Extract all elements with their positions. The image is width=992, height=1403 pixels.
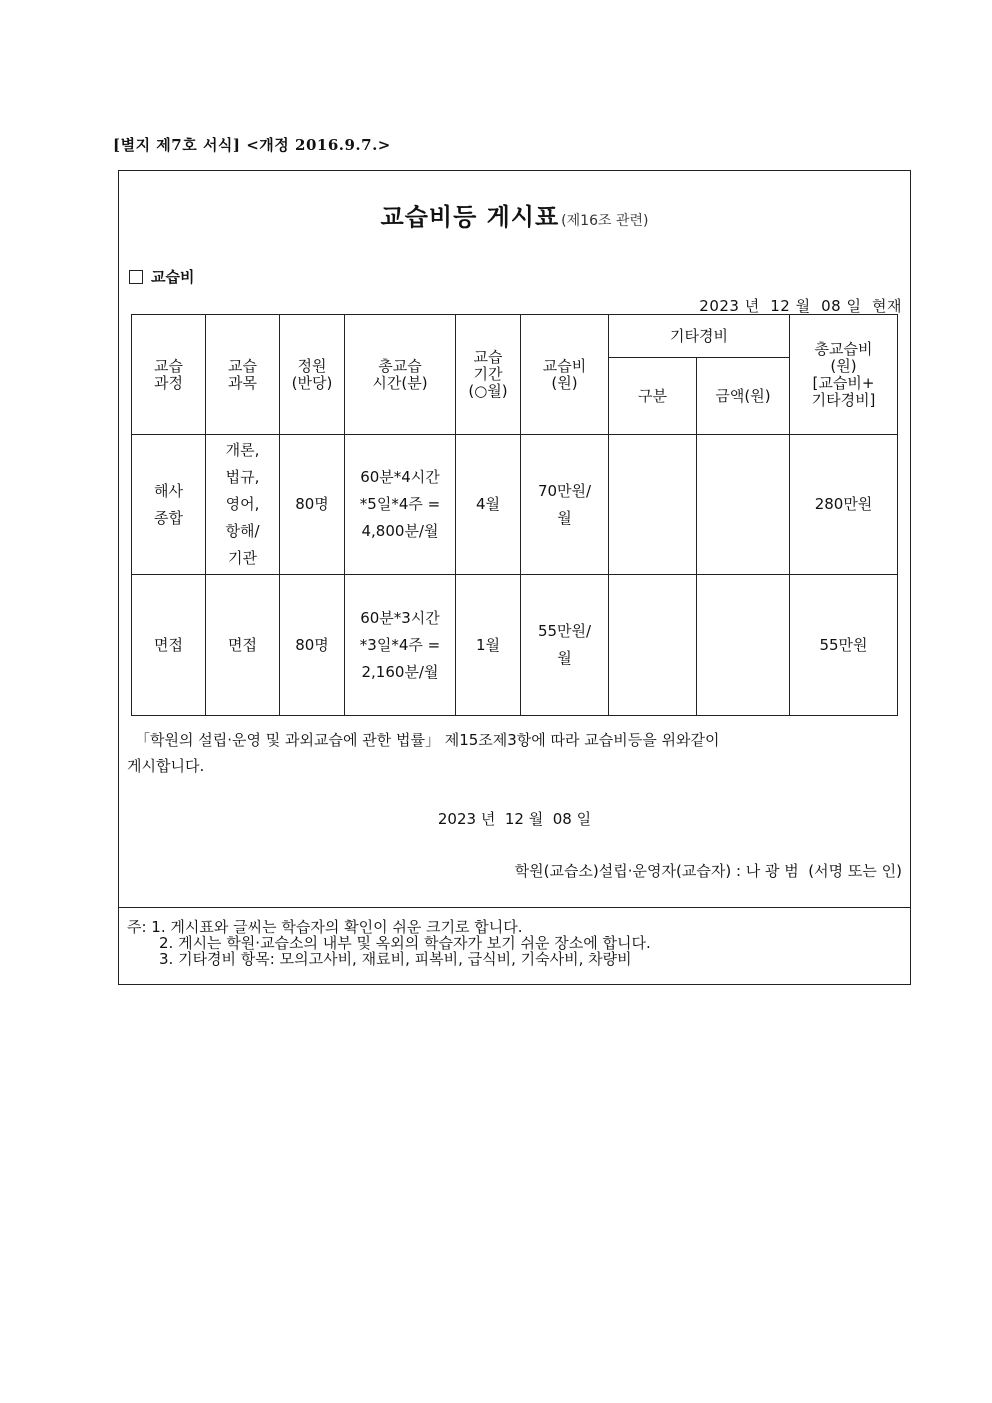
cell-total-fee: 280만원 bbox=[790, 435, 898, 575]
title-sub: (제16조 관련) bbox=[561, 213, 649, 229]
document-title bbox=[119, 197, 910, 232]
cell-period: 1월 bbox=[456, 575, 521, 716]
cell-total-fee: 55만원 bbox=[790, 575, 898, 716]
cell-amount bbox=[697, 435, 790, 575]
checkbox-icon bbox=[129, 270, 143, 284]
header-amount: 금액(원) bbox=[697, 358, 790, 435]
cell-tuition: 55만원/ 월 bbox=[521, 575, 609, 716]
cell-tuition: 70만원/ 월 bbox=[521, 435, 609, 575]
cell-category bbox=[609, 435, 697, 575]
header-category: 구분 bbox=[609, 358, 697, 435]
header-other-expenses: 기타경비 bbox=[609, 315, 790, 358]
footnotes bbox=[127, 919, 651, 967]
notice-line-2: 게시합니다. bbox=[127, 757, 205, 775]
footnote-2: 2. 게시는 학원·교습소의 내부 및 옥외의 학습자가 보기 쉬운 장소에 합니다. bbox=[159, 934, 651, 952]
cell-total-time: 60분*4시간 *5일*4주 = 4,800분/월 bbox=[345, 435, 456, 575]
section-heading bbox=[129, 266, 194, 287]
cell-capacity: 80명 bbox=[280, 435, 345, 575]
notice-board-frame bbox=[118, 170, 911, 985]
cell-course: 면접 bbox=[132, 575, 206, 716]
notice-line-1: 「학원의 설립·운영 및 과외교습에 관한 법률」 제15조제3항에 따라 교습비등을 위와같이 bbox=[135, 731, 720, 749]
cell-course: 해사 종합 bbox=[132, 435, 206, 575]
cell-period: 4월 bbox=[456, 435, 521, 575]
header-course: 교습 과정 bbox=[132, 315, 206, 435]
cell-subject: 개론, 법규, 영어, 항해/ 기관 bbox=[206, 435, 280, 575]
cell-category bbox=[609, 575, 697, 716]
form-number: [별지 제7호 서식] <개정 2016.9.7.> bbox=[113, 136, 391, 154]
table-row bbox=[132, 435, 898, 575]
as-of-date: 2023 년 12 월 08 일 현재 bbox=[699, 297, 902, 315]
header-capacity: 정원 (반당) bbox=[280, 315, 345, 435]
legal-notice bbox=[127, 727, 847, 779]
tuition-table bbox=[131, 314, 898, 716]
header-subject: 교습 과목 bbox=[206, 315, 280, 435]
header-total-fee: 총교습비 (원) [교습비+ 기타경비] bbox=[790, 315, 898, 435]
header-tuition: 교습비 (원) bbox=[521, 315, 609, 435]
footnote-1: 주: 1. 게시표와 글씨는 학습자의 확인이 쉬운 크기로 합니다. bbox=[127, 918, 523, 936]
cell-capacity: 80명 bbox=[280, 575, 345, 716]
cell-subject: 면접 bbox=[206, 575, 280, 716]
footnote-3: 3. 기타경비 항목: 모의고사비, 재료비, 피복비, 급식비, 기숙사비, 차량비 bbox=[159, 950, 632, 968]
title-main: 교습비등 게시표 bbox=[380, 203, 560, 231]
header-period: 교습 기간 (○월) bbox=[456, 315, 521, 435]
cell-total-time: 60분*3시간 *3일*4주 = 2,160분/월 bbox=[345, 575, 456, 716]
signature-date: 2023 년 12 월 08 일 bbox=[437, 810, 592, 828]
cell-amount bbox=[697, 575, 790, 716]
divider bbox=[119, 907, 910, 908]
header-total-time: 총교습 시간(분) bbox=[345, 315, 456, 435]
table-row bbox=[132, 575, 898, 716]
operator-signature: 학원(교습소)설립·운영자(교습자) : 나 광 범 (서명 또는 인) bbox=[514, 862, 902, 880]
section-label: 교습비 bbox=[151, 268, 195, 286]
